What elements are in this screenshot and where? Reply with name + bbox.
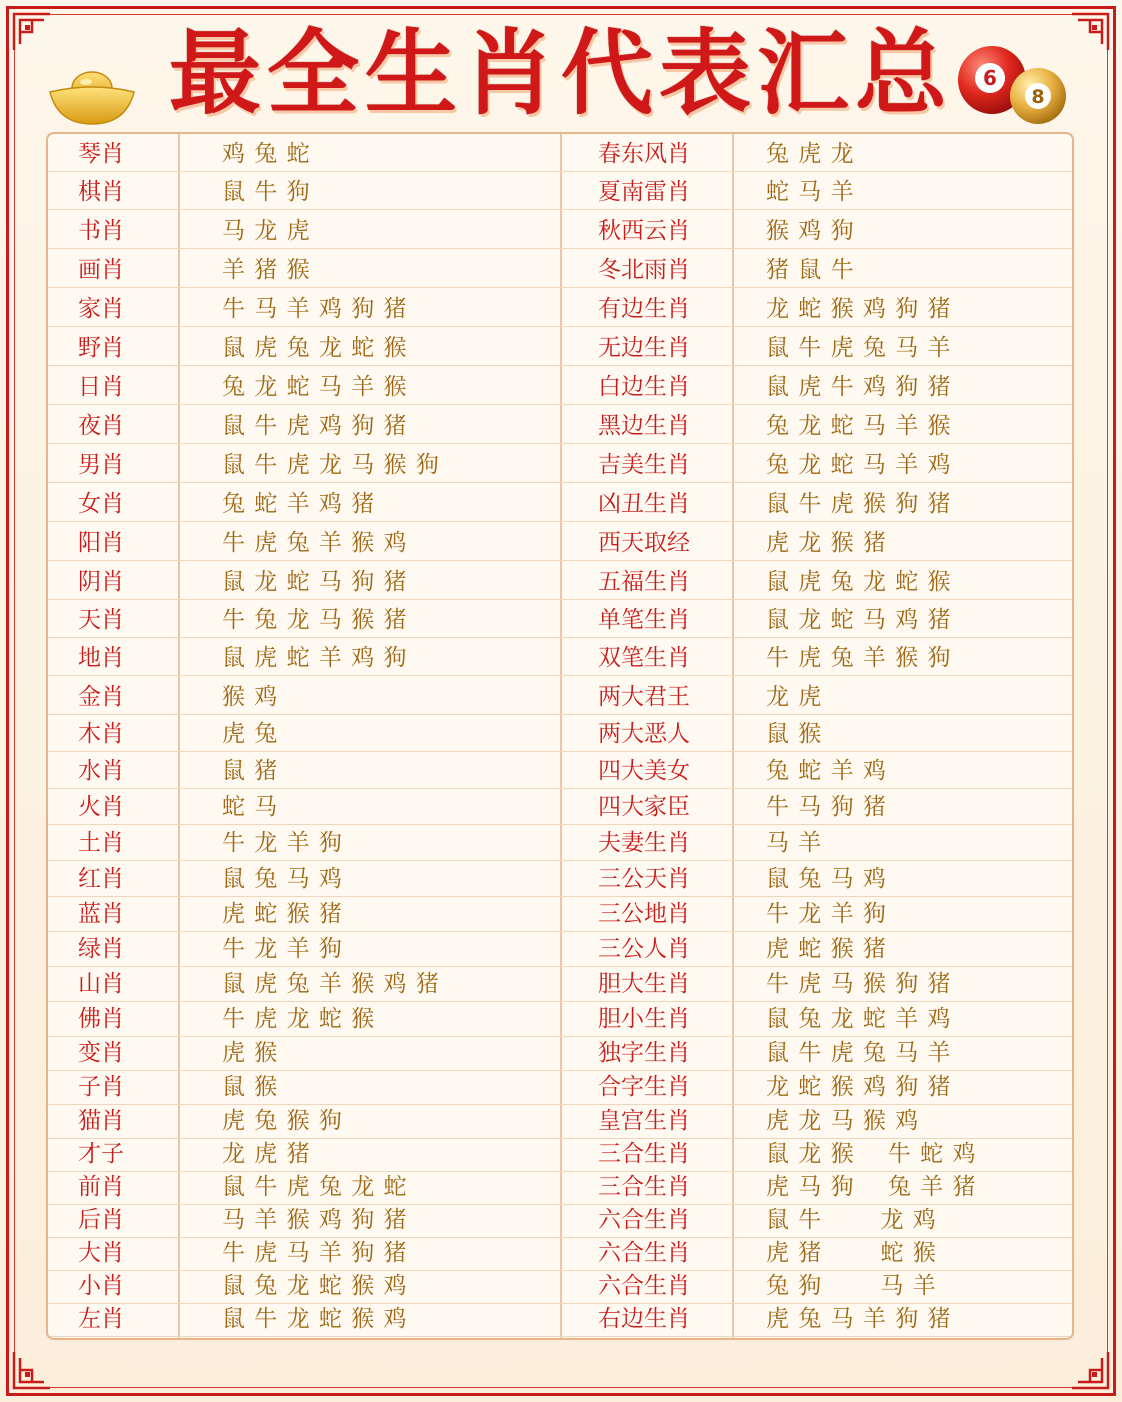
zodiac-animals: 兔 龙 蛇 马 羊 猴 (766, 413, 952, 439)
table-row (48, 1104, 1072, 1139)
zodiac-animals: 鼠 牛 狗 (222, 179, 311, 205)
zodiac-animals: 鼠 虎 兔 龙 蛇 猴 (766, 569, 952, 595)
zodiac-animals: 鼠 牛 虎 龙 马 猴 狗 (222, 452, 440, 478)
zodiac-animals: 牛 虎 兔 羊 猴 狗 (766, 645, 952, 671)
zodiac-animals: 虎 兔 (222, 721, 279, 747)
corner-ornament-icon (10, 1348, 54, 1392)
zodiac-animals: 蛇 马 羊 (766, 179, 855, 205)
table-row (48, 1170, 1072, 1205)
zodiac-category-name: 家肖 (78, 296, 124, 322)
zodiac-animals: 虎 兔 猴 狗 (222, 1108, 343, 1134)
zodiac-animals: 牛 龙 羊 狗 (766, 901, 887, 927)
zodiac-animals: 虎 马 狗 兔 羊 猪 (766, 1174, 977, 1200)
zodiac-animals: 兔 狗 马 羊 (766, 1273, 937, 1299)
zodiac-category-name: 六合生肖 (598, 1273, 690, 1299)
zodiac-category-name: 夏南雷肖 (598, 179, 690, 205)
zodiac-animals: 虎 龙 马 猴 鸡 (766, 1108, 920, 1134)
zodiac-category-name: 野肖 (78, 335, 124, 361)
zodiac-animals: 鼠 龙 蛇 马 鸡 猪 (766, 607, 952, 633)
zodiac-animals: 虎 蛇 猴 猪 (222, 901, 343, 927)
zodiac-category-name: 三合生肖 (598, 1141, 690, 1167)
table-row (48, 1269, 1072, 1304)
zodiac-animals: 龙 蛇 猴 鸡 狗 猪 (766, 296, 952, 322)
zodiac-category-name: 独字生肖 (598, 1040, 690, 1066)
zodiac-animals: 虎 猪 蛇 猴 (766, 1240, 937, 1266)
zodiac-animals: 牛 虎 龙 蛇 猴 (222, 1006, 376, 1032)
table-row (48, 897, 1072, 932)
table-row (48, 292, 1072, 327)
zodiac-category-name: 男肖 (78, 452, 124, 478)
zodiac-animals: 兔 龙 蛇 马 羊 鸡 (766, 452, 952, 478)
zodiac-animals: 牛 虎 兔 羊 猴 鸡 (222, 530, 408, 556)
table-row (48, 448, 1072, 483)
zodiac-animals: 羊 猪 猴 (222, 257, 311, 283)
zodiac-animals: 马 羊 猴 鸡 狗 猪 (222, 1207, 408, 1233)
table-row (48, 680, 1072, 715)
zodiac-animals: 虎 猴 (222, 1040, 279, 1066)
zodiac-category-name: 木肖 (78, 721, 124, 747)
table-row (48, 790, 1072, 825)
page-title: 最全生肖代表汇总 (168, 20, 953, 127)
zodiac-category-name: 凶丑生肖 (598, 491, 690, 517)
zodiac-animals: 鼠 牛 虎 兔 龙 蛇 (222, 1174, 408, 1200)
zodiac-category-name: 合字生肖 (598, 1074, 690, 1100)
table-row (48, 487, 1072, 522)
zodiac-category-name: 两大恶人 (598, 721, 690, 747)
zodiac-category-name: 冬北雨肖 (598, 257, 690, 283)
zodiac-animals: 龙 虎 猪 (222, 1141, 311, 1167)
table-row (48, 175, 1072, 210)
ball-number: 6 (983, 66, 997, 90)
zodiac-animals: 龙 虎 (766, 684, 823, 710)
zodiac-animals: 鼠 龙 猴 牛 蛇 鸡 (766, 1141, 977, 1167)
table-row (48, 754, 1072, 789)
zodiac-category-name: 胆小生肖 (598, 1006, 690, 1032)
zodiac-animals: 猪 鼠 牛 (766, 257, 855, 283)
zodiac-animals: 马 羊 (766, 830, 823, 856)
zodiac-animals: 龙 蛇 猴 鸡 狗 猪 (766, 1074, 952, 1100)
zodiac-animals: 鼠 虎 兔 龙 蛇 猴 (222, 335, 408, 361)
zodiac-category-name: 右边生肖 (598, 1306, 690, 1332)
zodiac-category-name: 无边生肖 (598, 335, 690, 361)
table-row (48, 603, 1072, 638)
zodiac-animals: 牛 虎 马 猴 狗 猪 (766, 971, 952, 997)
table-row (48, 1036, 1072, 1071)
zodiac-category-name: 五福生肖 (598, 569, 690, 595)
zodiac-category-name: 有边生肖 (598, 296, 690, 322)
table-row (48, 409, 1072, 444)
table-row (48, 1137, 1072, 1172)
zodiac-category-name: 山肖 (78, 971, 124, 997)
zodiac-category-name: 夜肖 (78, 413, 124, 439)
zodiac-category-name: 吉美生肖 (598, 452, 690, 478)
zodiac-category-name: 春东风肖 (598, 141, 690, 167)
zodiac-category-name: 前肖 (78, 1174, 124, 1200)
zodiac-animals: 兔 龙 蛇 马 羊 猴 (222, 374, 408, 400)
zodiac-animals: 鼠 虎 蛇 羊 鸡 狗 (222, 645, 408, 671)
table-row (48, 137, 1072, 172)
zodiac-animals: 兔 蛇 羊 鸡 猪 (222, 491, 376, 517)
zodiac-category-name: 夫妻生肖 (598, 830, 690, 856)
zodiac-category-name: 三合生肖 (598, 1174, 690, 1200)
zodiac-animals: 虎 龙 猴 猪 (766, 530, 887, 556)
table-row (48, 331, 1072, 366)
zodiac-category-name: 子肖 (78, 1074, 124, 1100)
zodiac-animals: 蛇 马 (222, 794, 279, 820)
zodiac-category-name: 阳肖 (78, 530, 124, 556)
ball-number: 8 (1031, 86, 1045, 108)
zodiac-category-name: 书肖 (78, 218, 124, 244)
table-row (48, 214, 1072, 249)
zodiac-animals: 鼠 牛 龙 蛇 猴 鸡 (222, 1306, 408, 1332)
table-row (48, 253, 1072, 288)
zodiac-category-name: 六合生肖 (598, 1207, 690, 1233)
zodiac-animals: 鼠 虎 牛 鸡 狗 猪 (766, 374, 952, 400)
table-row (48, 932, 1072, 967)
zodiac-animals: 马 龙 虎 (222, 218, 311, 244)
table-row (48, 641, 1072, 676)
zodiac-category-name: 蓝肖 (78, 901, 124, 927)
zodiac-animals: 鼠 牛 虎 兔 马 羊 (766, 1040, 952, 1066)
table-row (48, 1070, 1072, 1105)
zodiac-animals: 兔 虎 龙 (766, 141, 855, 167)
zodiac-category-name: 大肖 (78, 1240, 124, 1266)
zodiac-category-name: 单笔生肖 (598, 607, 690, 633)
table-row (48, 967, 1072, 1002)
zodiac-category-name: 女肖 (78, 491, 124, 517)
zodiac-category-name: 小肖 (78, 1273, 124, 1299)
zodiac-animals: 鼠 兔 马 鸡 (222, 866, 343, 892)
lottery-ball-icon (952, 42, 1076, 128)
zodiac-category-name: 四大美女 (598, 758, 690, 784)
zodiac-animals: 鼠 兔 龙 蛇 羊 鸡 (766, 1006, 952, 1032)
zodiac-animals: 牛 马 羊 鸡 狗 猪 (222, 296, 408, 322)
zodiac-category-name: 黑边生肖 (598, 413, 690, 439)
zodiac-category-name: 绿肖 (78, 936, 124, 962)
zodiac-category-name: 变肖 (78, 1040, 124, 1066)
zodiac-animals: 鼠 虎 兔 羊 猴 鸡 猪 (222, 971, 440, 997)
zodiac-category-name: 秋西云肖 (598, 218, 690, 244)
zodiac-animals: 牛 马 狗 猪 (766, 794, 887, 820)
zodiac-category-name: 水肖 (78, 758, 124, 784)
zodiac-category-name: 阴肖 (78, 569, 124, 595)
table-row (48, 1203, 1072, 1238)
zodiac-category-name: 才子 (78, 1141, 124, 1167)
zodiac-animals: 鼠 猴 (766, 721, 823, 747)
zodiac-category-name: 日肖 (78, 374, 124, 400)
zodiac-category-name: 棋肖 (78, 179, 124, 205)
zodiac-animals: 鼠 龙 蛇 马 狗 猪 (222, 569, 408, 595)
zodiac-category-name: 三公人肖 (598, 936, 690, 962)
table-row (48, 565, 1072, 600)
zodiac-category-name: 皇宫生肖 (598, 1108, 690, 1134)
zodiac-category-name: 西天取经 (598, 530, 690, 556)
zodiac-animals: 虎 蛇 猴 猪 (766, 936, 887, 962)
zodiac-category-name: 两大君王 (598, 684, 690, 710)
zodiac-animals: 鼠 猪 (222, 758, 279, 784)
zodiac-category-name: 天肖 (78, 607, 124, 633)
zodiac-category-name: 地肖 (78, 645, 124, 671)
zodiac-category-name: 白边生肖 (598, 374, 690, 400)
zodiac-category-name: 画肖 (78, 257, 124, 283)
table-row (48, 717, 1072, 752)
zodiac-animals: 牛 龙 羊 狗 (222, 936, 343, 962)
zodiac-animals: 牛 龙 羊 狗 (222, 830, 343, 856)
zodiac-animals: 鼠 牛 虎 鸡 狗 猪 (222, 413, 408, 439)
zodiac-category-name: 猫肖 (78, 1108, 124, 1134)
zodiac-category-name: 四大家臣 (598, 794, 690, 820)
zodiac-animals: 虎 兔 马 羊 狗 猪 (766, 1306, 952, 1332)
zodiac-category-name: 左肖 (78, 1306, 124, 1332)
zodiac-animals: 鼠 兔 马 鸡 (766, 866, 887, 892)
zodiac-category-name: 三公地肖 (598, 901, 690, 927)
zodiac-category-name: 火肖 (78, 794, 124, 820)
zodiac-table (46, 132, 1074, 1340)
zodiac-category-name: 金肖 (78, 684, 124, 710)
table-row (48, 862, 1072, 897)
table-row (48, 1302, 1072, 1337)
zodiac-category-name: 双笔生肖 (598, 645, 690, 671)
table-row (48, 1002, 1072, 1037)
corner-ornament-icon (1068, 1348, 1112, 1392)
zodiac-animals: 兔 蛇 羊 鸡 (766, 758, 887, 784)
zodiac-animals: 牛 兔 龙 马 猴 猪 (222, 607, 408, 633)
table-row (48, 370, 1072, 405)
zodiac-category-name: 琴肖 (78, 141, 124, 167)
zodiac-animals: 鼠 猴 (222, 1074, 279, 1100)
zodiac-animals: 猴 鸡 狗 (766, 218, 855, 244)
table-row (48, 1236, 1072, 1271)
zodiac-category-name: 六合生肖 (598, 1240, 690, 1266)
zodiac-category-name: 佛肖 (78, 1006, 124, 1032)
zodiac-category-name: 土肖 (78, 830, 124, 856)
table-row (48, 826, 1072, 861)
zodiac-category-name: 胆大生肖 (598, 971, 690, 997)
table-row (48, 526, 1072, 561)
zodiac-category-name: 后肖 (78, 1207, 124, 1233)
zodiac-category-name: 红肖 (78, 866, 124, 892)
zodiac-category-name: 三公天肖 (598, 866, 690, 892)
zodiac-animals: 鼠 牛 虎 兔 马 羊 (766, 335, 952, 361)
zodiac-animals: 牛 虎 马 羊 狗 猪 (222, 1240, 408, 1266)
zodiac-animals: 鼠 牛 龙 鸡 (766, 1207, 937, 1233)
zodiac-animals: 鼠 兔 龙 蛇 猴 鸡 (222, 1273, 408, 1299)
zodiac-animals: 鸡 兔 蛇 (222, 141, 311, 167)
zodiac-animals: 鼠 牛 虎 猴 狗 猪 (766, 491, 952, 517)
zodiac-animals: 猴 鸡 (222, 684, 279, 710)
